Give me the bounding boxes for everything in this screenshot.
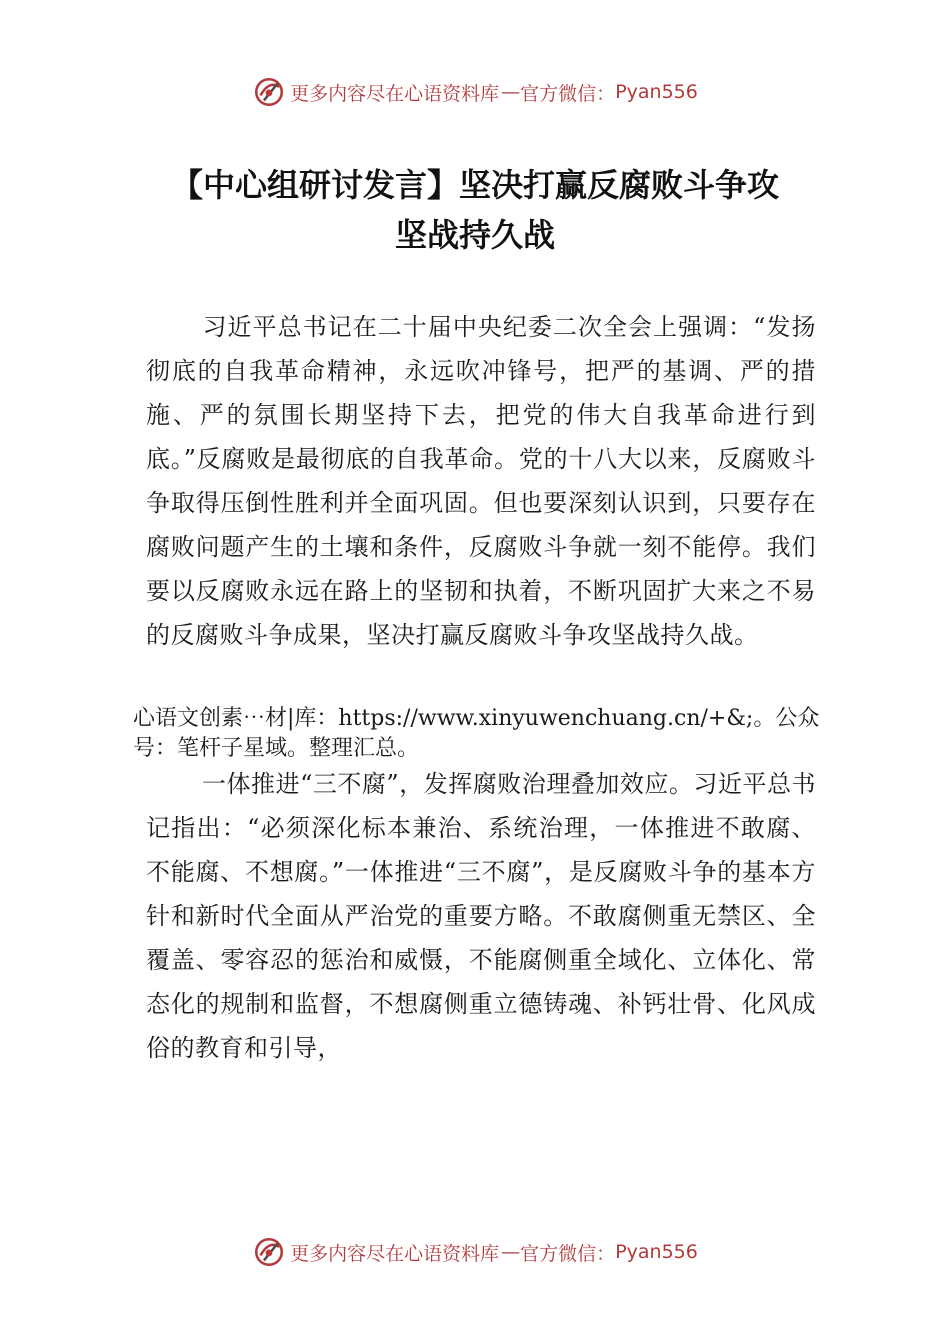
banner-wechat-id: Pyan556 xyxy=(615,81,698,103)
banner-wechat-label: 官方微信： xyxy=(520,1242,616,1265)
banner-text: 更多内容尽在心语资料库 xyxy=(290,1242,500,1265)
document-title xyxy=(100,160,850,260)
source-note: 心语文创素⋯材|库：https://www.xinyuwenchuang.cn/+&;。公众号：笔杆子星域。整理汇总。 xyxy=(133,706,820,761)
banner-wechat-label: 官方微信： xyxy=(520,82,616,105)
xinyu-logo-icon xyxy=(252,75,286,109)
header-banner xyxy=(0,72,950,112)
banner-dash: — xyxy=(501,81,519,103)
title-line-1: 【中心组研讨发言】坚决打赢反腐败斗争攻 xyxy=(170,166,779,204)
paragraph-1 xyxy=(146,305,816,657)
footer-banner xyxy=(0,1232,950,1272)
banner-wechat-id: Pyan556 xyxy=(615,1241,698,1263)
banner-text: 更多内容尽在心语资料库 xyxy=(290,82,500,105)
title-line-2: 坚战持久战 xyxy=(394,216,555,254)
paragraph-1-text: 习近平总书记在二十届中央纪委二次全会上强调：“发扬彻底的自我革命精神，永远吹冲锋号，把严的基调、严的措施、严的氛围长期坚持下去，把党的伟大自我革命进行到底。”反腐败是最彻底的自我革命。党的十八大以来，反腐败斗争取得压倒性胜利并全面巩固。但也要深刻认识到，只要存在腐败问题产生的土壤和条件，反腐败斗争就一刻不能停。我们要以反腐败永远在路上的坚韧和执着，不断巩固扩大来之不易的反腐败斗争成果，坚决打赢反腐败斗争攻坚战持久战。 xyxy=(146,313,816,649)
banner-dash: — xyxy=(501,1241,519,1263)
paragraph-2-text: 一体推进“三不腐”，发挥腐败治理叠加效应。习近平总书记指出：“必须深化标本兼治、系统治理，一体推进不敢腐、不能腐、不想腐。”一体推进“三不腐”，是反腐败斗争的基本方针和新时代全面从严治党的重要方略。不敢腐侧重无禁区、全覆盖、零容忍的惩治和威慑，不能腐侧重全域化、立体化、常态化的规制和监督，不想腐侧重立德铸魂、补钙壮骨、化风成俗的教育和引导， xyxy=(146,770,816,1062)
paragraph-2 xyxy=(146,762,816,1070)
xinyu-logo-icon xyxy=(252,1235,286,1269)
